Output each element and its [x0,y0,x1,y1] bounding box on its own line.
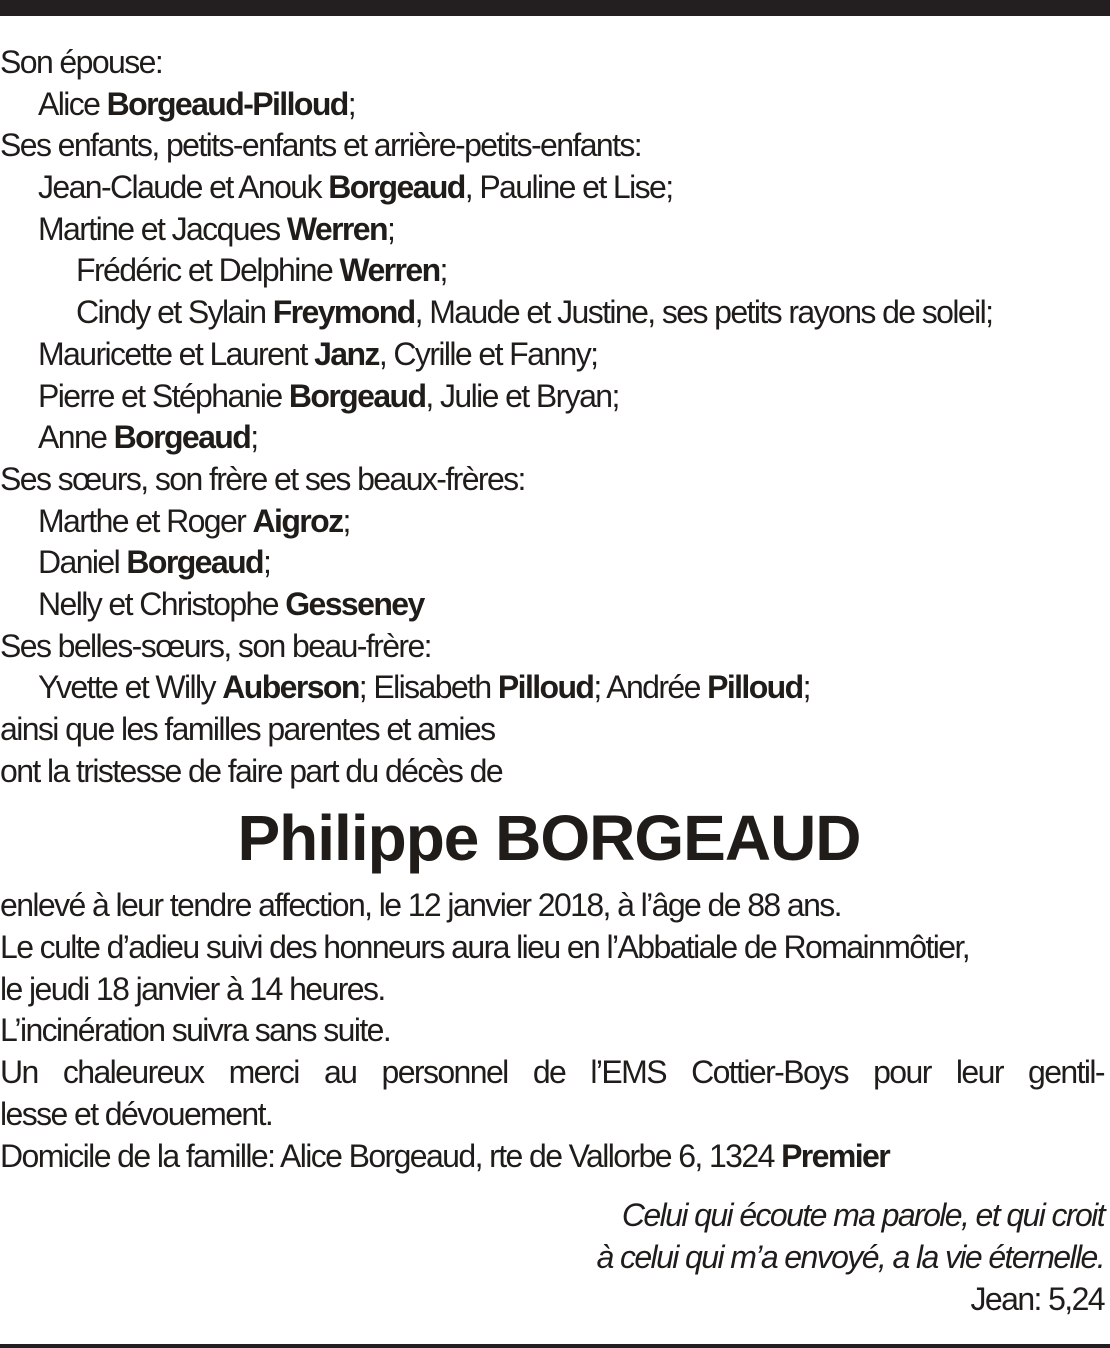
obituary-notice [0,42,1104,1320]
closing-line: ont la tristesse de faire part du décès de [0,752,503,789]
siblings-heading: Ses sœurs, son frère et ses beaux-frères: [0,460,525,497]
child-entry: Anne Borgeaud; [38,419,258,456]
sibling-entry: Daniel Borgeaud; [38,544,271,581]
sibling-entry: Marthe et Roger Aigroz; [38,502,350,539]
details-line: Le culte d’adieu suivi des honneurs aura lieu en l’Abbatiale de Romainmôtier, [0,929,970,966]
grandchild-entry: Cindy et Sylain Freymond, Maude et Justine, ses petits rayons de soleil; [76,294,993,331]
quote-line: Celui qui écoute ma parole, et qui croit [621,1197,1104,1234]
quote-reference: Jean: 5,24 [970,1280,1104,1317]
top-rule [0,0,1110,16]
details-line: enlevé à leur tendre affection, le 12 janvier 2018, à l’âge de 88 ans. [0,887,841,924]
quote-line: à celui qui m’a envoyé, a la vie éternelle. [596,1238,1104,1275]
details-line: Un chaleureux merci au personnel de l’EMS Cottier-Boys pour leur gentil- [0,1054,1104,1091]
details-line: L’incinération suivra sans suite. [0,1012,391,1049]
child-entry: Pierre et Stéphanie Borgeaud, Julie et Bryan; [38,377,619,414]
bottom-rule [0,1344,1110,1348]
grandchild-entry: Frédéric et Delphine Werren; [76,252,447,289]
details-line: lesse et dévouement. [0,1095,273,1132]
spouse-entry: Alice Borgeaud-Pilloud; [38,85,356,122]
details-line: le jeudi 18 janvier à 14 heures. [0,970,385,1007]
spouse-heading: Son épouse: [0,44,163,80]
children-heading: Ses enfants, petits-enfants et arrière-petits-enfants: [0,127,642,164]
sibling-entry: Nelly et Christophe Gesseney [38,585,424,622]
details-block [0,885,1104,1177]
child-entry: Mauricette et Laurent Janz, Cyrille et Fanny; [38,335,598,372]
child-entry: Martine et Jacques Werren; [38,210,395,247]
domicile-line: Domicile de la famille: Alice Borgeaud, rte de Vallorbe 6, 1324 Premier [0,1137,890,1174]
child-entry: Jean-Claude et Anouk Borgeaud, Pauline et Lise; [38,169,673,206]
closing-line: ainsi que les familles parentes et amies [0,711,495,747]
deceased-name: Philippe BORGEAUD [237,802,861,875]
inlaws-heading: Ses belles-sœurs, son beau-frère: [0,627,431,664]
inlaws-entry: Yvette et Willy Auberson; Elisabeth Pilloud; Andrée Pilloud; [38,669,810,706]
bible-quote [0,1195,1104,1320]
